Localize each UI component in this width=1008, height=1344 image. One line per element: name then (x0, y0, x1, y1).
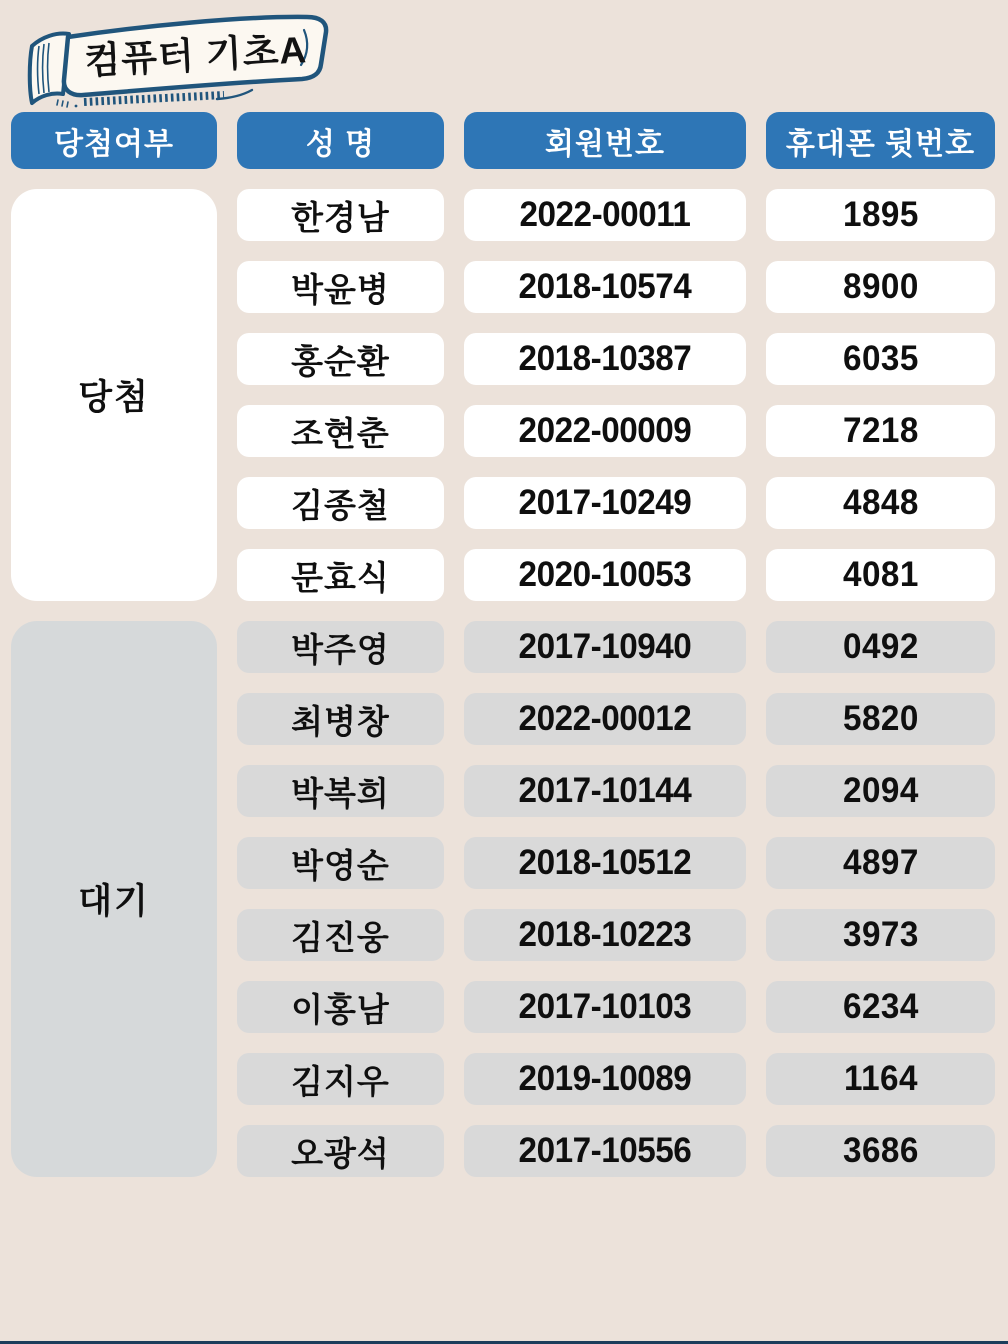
phone-last-text: 6234 (842, 987, 919, 1026)
phone-last-cell (766, 477, 995, 529)
member-no-cell (464, 1053, 746, 1105)
member-no-cell (464, 693, 746, 745)
name-text: 오광석 (291, 1134, 390, 1172)
phone-last-cell (766, 1053, 995, 1105)
member-no-cell (464, 405, 746, 457)
member-no-cell (464, 189, 746, 241)
phone-last-text: 7218 (842, 411, 919, 450)
name-cell (237, 549, 444, 601)
name-cell (237, 765, 444, 817)
member-no-cell (464, 981, 746, 1033)
member-no-text: 2018-10387 (518, 339, 692, 378)
name-cell (237, 621, 444, 673)
member-no-text: 2017-10144 (518, 771, 692, 810)
header-phone-last: 휴대폰 뒷번호 (766, 112, 995, 169)
phone-last-text: 3686 (842, 1131, 919, 1170)
status-label: 당첨 (78, 378, 150, 417)
member-no-cell (464, 621, 746, 673)
member-no-text: 2018-10512 (518, 843, 692, 882)
phone-last-cell (766, 1125, 995, 1177)
name-cell (237, 261, 444, 313)
name-text: 박주영 (291, 630, 390, 668)
member-no-cell (464, 477, 746, 529)
name-text: 김진웅 (291, 918, 390, 956)
name-cell (237, 333, 444, 385)
status-group-cell (11, 189, 217, 601)
name-cell (237, 189, 444, 241)
name-cell (237, 477, 444, 529)
phone-last-cell (766, 261, 995, 313)
phone-last-text: 3973 (842, 915, 919, 954)
name-text: 조현춘 (291, 414, 390, 452)
phone-last-text: 4897 (842, 843, 919, 882)
member-no-text: 2019-10089 (518, 1059, 692, 1098)
name-text: 이홍남 (291, 990, 390, 1028)
phone-last-cell (766, 909, 995, 961)
status-group-cell (11, 621, 217, 1177)
member-no-cell (464, 549, 746, 601)
member-no-cell (464, 1125, 746, 1177)
header-member-no: 회원번호 (464, 112, 746, 169)
member-no-text: 2017-10556 (518, 1131, 692, 1170)
phone-last-text: 5820 (842, 699, 919, 738)
member-no-cell (464, 261, 746, 313)
member-no-text: 2020-10053 (518, 555, 692, 594)
name-text: 김종철 (291, 486, 390, 524)
phone-last-cell (766, 333, 995, 385)
phone-last-cell (766, 981, 995, 1033)
phone-last-text: 1895 (842, 195, 919, 234)
name-text: 박윤병 (291, 270, 390, 308)
name-cell (237, 1125, 444, 1177)
banner-ribbon-drawing (12, 4, 342, 112)
name-text: 박영순 (291, 846, 390, 884)
phone-last-cell (766, 405, 995, 457)
header-name: 성 명 (237, 112, 444, 169)
name-cell (237, 837, 444, 889)
page-title: 컴퓨터 기초A (83, 29, 309, 82)
member-no-text: 2022-00009 (518, 411, 692, 450)
member-no-text: 2017-10940 (518, 627, 692, 666)
member-no-text: 2017-10103 (518, 987, 692, 1026)
name-cell (237, 405, 444, 457)
header-win-status: 당첨여부 (11, 112, 217, 169)
member-no-cell (464, 333, 746, 385)
status-label: 대기 (78, 882, 150, 921)
phone-last-text: 1164 (843, 1059, 918, 1098)
phone-last-cell (766, 549, 995, 601)
title-banner (12, 4, 342, 112)
name-cell (237, 909, 444, 961)
member-no-text: 2017-10249 (518, 483, 692, 522)
member-no-text: 2022-00011 (519, 195, 691, 234)
phone-last-cell (766, 765, 995, 817)
phone-last-text: 8900 (842, 267, 919, 306)
phone-last-cell (766, 621, 995, 673)
phone-last-text: 2094 (842, 771, 919, 810)
name-text: 김지우 (291, 1062, 390, 1100)
phone-last-text: 0492 (842, 627, 919, 666)
name-text: 홍순환 (291, 342, 390, 380)
name-text: 최병창 (291, 702, 390, 740)
phone-last-cell (766, 837, 995, 889)
name-text: 문효식 (291, 558, 390, 596)
name-cell (237, 693, 444, 745)
member-no-cell (464, 909, 746, 961)
phone-last-text: 6035 (842, 339, 919, 378)
phone-last-text: 4848 (842, 483, 919, 522)
name-text: 한경남 (291, 198, 390, 236)
member-no-cell (464, 837, 746, 889)
name-cell (237, 981, 444, 1033)
name-cell (237, 1053, 444, 1105)
member-no-cell (464, 765, 746, 817)
name-text: 박복희 (291, 774, 390, 812)
phone-last-text: 4081 (842, 555, 919, 594)
phone-last-cell (766, 189, 995, 241)
member-no-text: 2022-00012 (518, 699, 692, 738)
results-table (11, 112, 995, 1177)
member-no-text: 2018-10223 (518, 915, 692, 954)
member-no-text: 2018-10574 (518, 267, 692, 306)
phone-last-cell (766, 693, 995, 745)
